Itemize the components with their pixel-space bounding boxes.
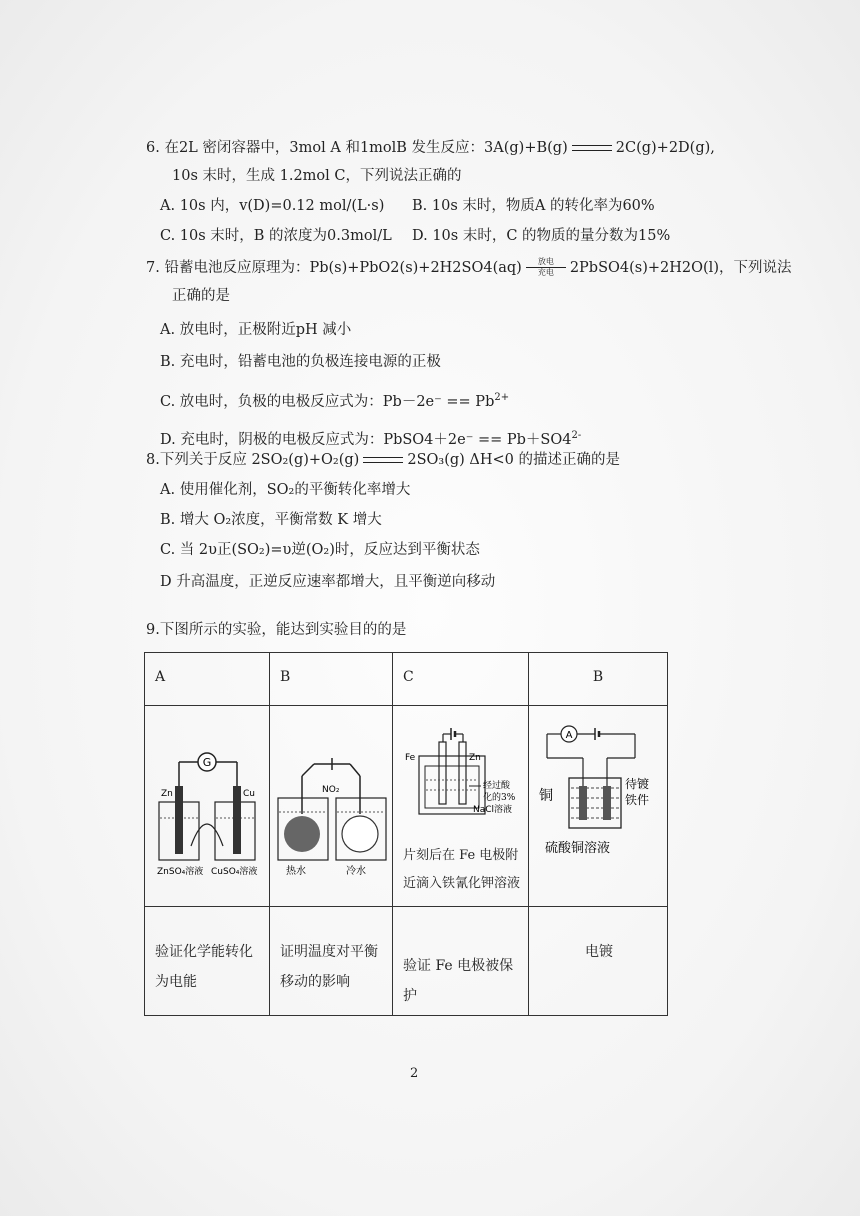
q8-option-c: C. 当 2υ正(SO₂)=υ逆(O₂)时，反应达到平衡状态 (160, 542, 480, 558)
svg-text:Fe: Fe (405, 753, 416, 763)
q7-option-c: C. 放电时，负极的电极反应式为：$Pb-2e^- == Pb^{2+}$ (160, 392, 510, 410)
svg-text:冷水: 冷水 (346, 866, 366, 877)
q8-option-a: A. 使用催化剂，SO₂的平衡转化率增大 (160, 482, 411, 498)
q8-line1: 8.下列关于反应 2SO₂(g)+O₂(g) 2SO₃(g) ΔH<0 的描述正确的是 (146, 452, 621, 468)
svg-text:化的3%: 化的3% (483, 793, 516, 803)
header-cell: A (145, 653, 270, 706)
no2-flasks-icon (270, 706, 392, 902)
q6-option-d: D. 10s 末时，C 的物质的量分数为15% (412, 228, 671, 244)
svg-text:NO₂: NO₂ (322, 785, 340, 795)
svg-text:CuSO₄溶液: CuSO₄溶液 (211, 867, 258, 877)
equilibrium-arrow-icon (572, 142, 612, 154)
c-note-line2: 近滴入铁氰化钾溶液 (403, 876, 521, 891)
reaction-condition: 放电 充电 (524, 258, 568, 278)
q6-line1: 6. 在2L 密闭容器中，3mol A 和1molB 发生反应：3A(g)+B(g) 2C(g)+2D(g), (146, 140, 715, 156)
svg-text:待镀: 待镀 (625, 777, 650, 791)
q7-option-d: D. 充电时，阴极的电极反应式为：PbSO4＋2e⁻ == $Pb+SO4^{2-}$ (160, 430, 582, 448)
svg-text:ZnSO₄溶液: ZnSO₄溶液 (157, 867, 204, 877)
svg-text:NaCl溶液: NaCl溶液 (473, 805, 513, 815)
q9-stem: 9.下图所示的实验，能达到实验目的的是 (146, 622, 407, 638)
page-number: 2 (410, 1066, 419, 1081)
svg-text:热水: 热水 (286, 866, 306, 877)
caption-d: 电镀 (529, 907, 668, 1016)
q6-option-b: B. 10s 末时，物质A 的转化率为60% (412, 198, 655, 214)
galvanic-cell-icon (145, 706, 269, 902)
q6-option-c: C. 10s 末时，B 的浓度为0.3mol/L (160, 228, 392, 244)
q7-line2: 正确的是 (172, 288, 230, 304)
c-note-line1: 片刻后在 Fe 电极附 (403, 848, 519, 863)
q7-line1: 7. 铅蓄电池反应原理为：Pb(s)+PbO2(s)+2H2SO4(aq) 放电 充电 2PbSO4(s)+2H2O(l)，下列说法 (146, 257, 792, 277)
svg-text:A: A (565, 730, 573, 741)
header-cell: B (270, 653, 393, 706)
fe-zn-cell-icon (393, 706, 529, 842)
header-cell: B (529, 653, 668, 706)
q7-option-a: A. 放电时，正极附近pH 减小 (160, 322, 352, 338)
svg-text:经过酸: 经过酸 (483, 781, 511, 791)
caption-a: 验证化学能转化为电能 (145, 907, 270, 1016)
equilibrium-arrow-icon (363, 454, 403, 466)
q7-option-b: B. 充电时，铅蓄电池的负极连接电源的正极 (160, 354, 441, 370)
figure-b-no2-equilibrium (270, 706, 393, 907)
q8-option-b: B. 增大 O₂浓度，平衡常数 K 增大 (160, 512, 382, 528)
svg-text:铁件: 铁件 (625, 793, 650, 807)
q8-option-d: D 升高温度，正逆反应速率都增大，且平衡逆向移动 (160, 574, 496, 590)
figure-a-galvanic-cell (145, 706, 270, 907)
svg-text:G: G (202, 756, 212, 769)
svg-text:Zn: Zn (469, 753, 481, 763)
figure-c-fe-zn-cell (393, 706, 529, 907)
figure-d-electroplating (529, 706, 668, 907)
svg-text:铜: 铜 (539, 788, 553, 804)
caption-b: 证明温度对平衡移动的影响 (270, 907, 393, 1016)
q6-option-a: A. 10s 内，v(D)=0.12 mol/(L·s) (160, 198, 385, 214)
electroplating-icon (529, 706, 667, 902)
svg-text:Zn: Zn (161, 789, 173, 799)
caption-c: 验证 Fe 电极被保护 (393, 907, 529, 1016)
svg-text:Cu: Cu (243, 789, 255, 799)
header-cell: C (393, 653, 529, 706)
q6-line2: 10s 末时，生成 1.2mol C，下列说法正确的 (172, 168, 462, 184)
experiment-table (144, 652, 668, 1016)
svg-text:硫酸铜溶液: 硫酸铜溶液 (545, 841, 611, 856)
